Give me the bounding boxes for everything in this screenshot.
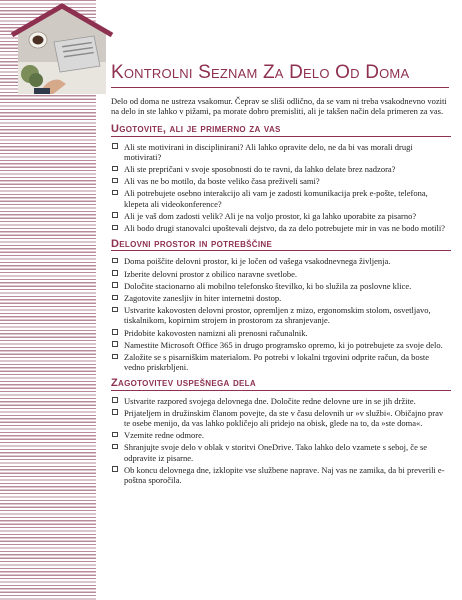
list-item bbox=[111, 408, 451, 428]
section-suitability bbox=[111, 124, 451, 233]
list-item bbox=[111, 223, 451, 233]
section-success bbox=[111, 378, 451, 485]
checkbox-icon[interactable] bbox=[112, 444, 118, 450]
checkbox-icon[interactable] bbox=[112, 178, 118, 184]
section-workspace bbox=[111, 239, 451, 372]
page-title: Kontrolni Seznam Za Delo Od Doma bbox=[111, 62, 410, 83]
list-item bbox=[111, 328, 451, 338]
checkbox-icon[interactable] bbox=[112, 212, 118, 218]
checklist-content bbox=[111, 96, 451, 491]
list-item bbox=[111, 269, 451, 279]
section-heading: Delovni prostor in potrebščine bbox=[111, 239, 451, 251]
home-office-illustration bbox=[8, 2, 116, 98]
checklist bbox=[111, 396, 451, 486]
item-text: Ustvarite kakovosten delovni prostor, opremljen z mizo, ergonomskim stolom, osvetljavo, tiskalnikom, kopirnim strojem in prostorom za shranjevanje. bbox=[124, 305, 431, 326]
item-text: Ali ste motivirani in disciplinirani? Ali lahko opravite delo, ne da bi vas morali drugi motivirati? bbox=[124, 141, 413, 162]
checkbox-icon[interactable] bbox=[112, 307, 118, 313]
checklist bbox=[111, 142, 451, 234]
item-text: Namestite Microsoft Office 365 in drugo programsko opremo, ki jo potrebujete za svoje delo. bbox=[124, 339, 443, 350]
list-item bbox=[111, 465, 451, 485]
checkbox-icon[interactable] bbox=[112, 166, 118, 172]
checkbox-icon[interactable] bbox=[112, 432, 118, 438]
list-item bbox=[111, 256, 451, 266]
item-text: Ali bodo drugi stanovalci upoštevali dejstvo, da za delo potrebujete mir in vas ne bodo motili? bbox=[124, 223, 446, 234]
list-item bbox=[111, 188, 451, 208]
checkbox-icon[interactable] bbox=[112, 282, 118, 288]
item-text: Ali vas ne bo motilo, da boste veliko časa preživeli sami? bbox=[124, 176, 320, 187]
checkbox-icon[interactable] bbox=[112, 270, 118, 276]
item-text: Založite se s pisarniškim materialom. Po potrebi v lokalni trgovini odprite račun, da boste vedno priskrbljeni. bbox=[124, 352, 430, 373]
section-heading: Zagotovitev uspešnega dela bbox=[111, 378, 451, 390]
checkbox-icon[interactable] bbox=[112, 466, 118, 472]
item-text: Shranjujte svoje delo v oblak v storitvi OneDrive. Tako lahko delo vzamete s seboj, če se odpravite iz pisarne. bbox=[124, 442, 428, 463]
list-item bbox=[111, 442, 451, 462]
list-item bbox=[111, 430, 451, 440]
item-text: Vzemite redne odmore. bbox=[124, 430, 205, 441]
checkbox-icon[interactable] bbox=[112, 329, 118, 335]
checkbox-icon[interactable] bbox=[112, 143, 118, 149]
item-text: Ali potrebujete osebno interakcijo ali vam je zadosti komunikacija prek e-pošte, telefona, klepeta ali videokonference? bbox=[124, 188, 428, 209]
checkbox-icon[interactable] bbox=[112, 258, 118, 264]
list-item bbox=[111, 176, 451, 186]
list-item bbox=[111, 305, 451, 325]
list-item bbox=[111, 340, 451, 350]
item-text: Doma poiščite delovni prostor, ki je ločen od vašega vsakodnevnega življenja. bbox=[124, 256, 391, 267]
checkbox-icon[interactable] bbox=[112, 341, 118, 347]
list-item bbox=[111, 211, 451, 221]
checkbox-icon[interactable] bbox=[112, 409, 118, 415]
list-item bbox=[111, 281, 451, 291]
item-text: Ob koncu delovnega dne, izklopite vse službene naprave. Naj vas ne zamika, da bi preverili e-poštna sporočila. bbox=[124, 464, 445, 486]
section-heading: Ugotovite, ali je primerno za vas bbox=[111, 124, 451, 136]
list-item bbox=[111, 396, 451, 406]
list-item bbox=[111, 142, 451, 162]
list-item bbox=[111, 164, 451, 174]
item-text: Določite stacionarno ali mobilno telefonsko številko, ki bo služila za poslovne klice. bbox=[124, 280, 412, 291]
item-text: Prijateljem in družinskim članom povejte, da ste v času delovnih ur »v službi«. Običajno prav te osebe menijo, da vas lahko pokličejo ali pridejo na obisk, glede na to, da »ste doma«. bbox=[124, 407, 444, 429]
intro-paragraph: Delo od doma ne ustreza vsakomur. Čeprav se sliši odlično, da se vam ni treba vsakodnevno voziti na delo in ste lahko v pižami, pa morate dobro premisliti, ali je takšen način dela primeren za vas. bbox=[111, 96, 447, 117]
checkbox-icon[interactable] bbox=[112, 190, 118, 196]
checklist bbox=[111, 256, 451, 372]
item-text: Zagotovite zanesljiv in hiter internetni dostop. bbox=[124, 293, 282, 304]
checkbox-icon[interactable] bbox=[112, 397, 118, 403]
item-text: Izberite delovni prostor z obilico naravne svetlobe. bbox=[124, 268, 298, 279]
checkbox-icon[interactable] bbox=[112, 295, 118, 301]
checkbox-icon[interactable] bbox=[112, 354, 118, 360]
list-item bbox=[111, 293, 451, 303]
item-text: Ali je vaš dom zadosti velik? Ali je na voljo prostor, ki ga lahko uporabite za pisarno? bbox=[124, 210, 417, 221]
item-text: Ali ste prepričani v svoje sposobnosti do te ravni, da lahko delate brez nadzora? bbox=[124, 164, 396, 175]
checkbox-icon[interactable] bbox=[112, 225, 118, 231]
item-text: Pridobite kakovosten namizni ali prenosni računalnik. bbox=[124, 327, 308, 338]
list-item bbox=[111, 352, 451, 372]
item-text: Ustvarite razpored svojega delovnega dne. Določite redne delovne ure in se jih držite. bbox=[124, 395, 416, 406]
title-divider bbox=[111, 87, 449, 88]
